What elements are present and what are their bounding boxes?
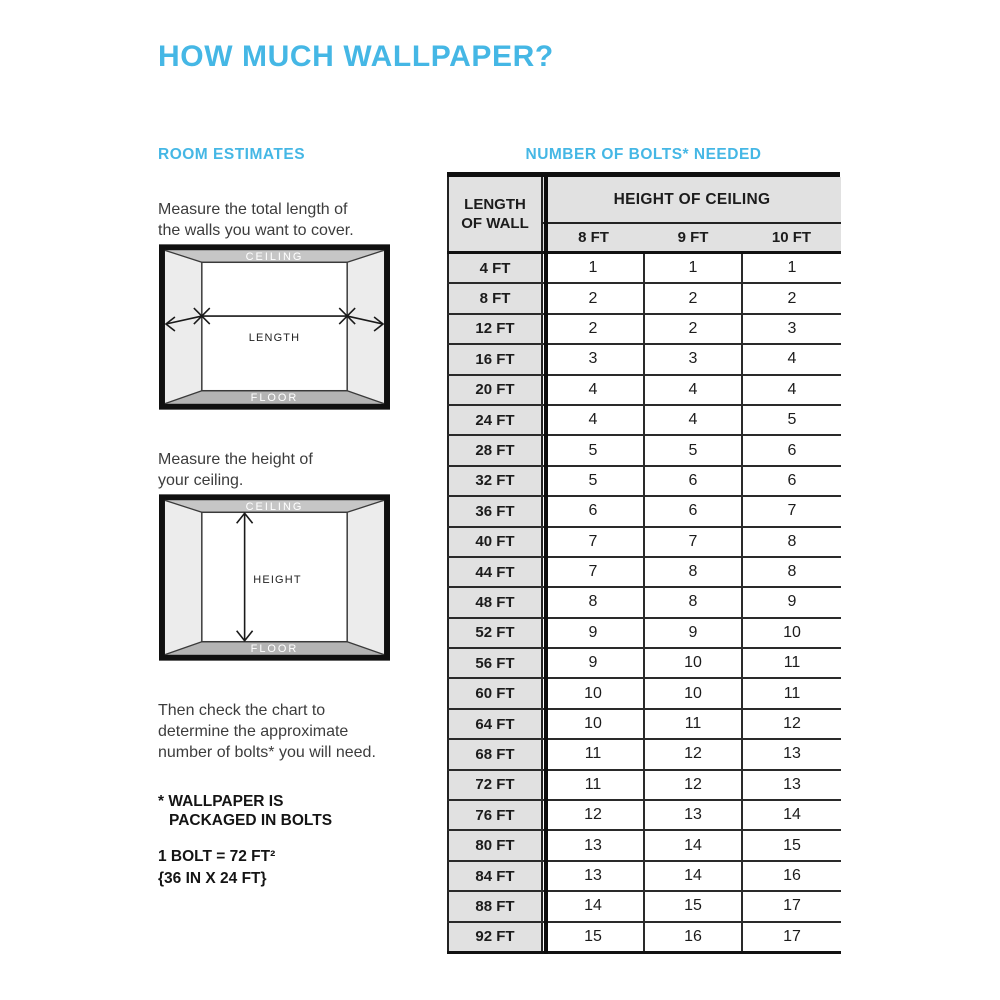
- bolt-count-cell: 4: [542, 375, 644, 405]
- bolt-count-cell: 4: [644, 375, 742, 405]
- bolt-count-cell: 11: [742, 648, 841, 678]
- bolt-count-cell: 3: [542, 344, 644, 374]
- table-row: [448, 648, 841, 678]
- bolt-count-cell: 10: [742, 618, 841, 648]
- bolt-count-cell: 12: [742, 709, 841, 739]
- measure-length-text: [158, 199, 354, 241]
- table-row: [448, 405, 841, 435]
- text-line: Then check the chart to: [158, 702, 326, 719]
- table-row: [448, 830, 841, 860]
- table-row: [448, 618, 841, 648]
- wall-length-cell: 32 FT: [448, 466, 542, 496]
- bolt-count-cell: 15: [644, 891, 742, 921]
- table-row: [448, 800, 841, 830]
- table-row: [448, 435, 841, 465]
- bolt-count-cell: 17: [742, 891, 841, 921]
- bolt-spec: [158, 846, 275, 890]
- bolt-count-cell: 9: [742, 587, 841, 617]
- text-line: your ceiling.: [158, 472, 244, 489]
- wall-length-cell: 12 FT: [448, 314, 542, 344]
- bolt-count-cell: 12: [542, 800, 644, 830]
- bolt-count-cell: 13: [742, 739, 841, 769]
- bolt-count-cell: 2: [644, 314, 742, 344]
- bolt-count-cell: 10: [644, 678, 742, 708]
- text-line: * WALLPAPER IS: [158, 793, 284, 810]
- height-label: HEIGHT: [253, 573, 302, 586]
- ceiling-label: CEILING: [245, 500, 304, 513]
- bolt-count-cell: 7: [542, 557, 644, 587]
- wallpaper-bolts-note: [158, 792, 332, 830]
- wall-length-cell: 88 FT: [448, 891, 542, 921]
- table-row: [448, 314, 841, 344]
- bolt-count-cell: 13: [742, 770, 841, 800]
- bolt-count-cell: 10: [542, 678, 644, 708]
- bolt-count-cell: 14: [644, 861, 742, 891]
- wall-length-cell: 16 FT: [448, 344, 542, 374]
- bolt-count-cell: 5: [542, 435, 644, 465]
- bolt-count-cell: 15: [742, 830, 841, 860]
- wall-length-cell: 72 FT: [448, 770, 542, 800]
- wall-length-cell: 80 FT: [448, 830, 542, 860]
- wall-length-cell: 60 FT: [448, 678, 542, 708]
- length-label: LENGTH: [248, 331, 301, 344]
- bolt-count-cell: 2: [542, 283, 644, 313]
- wall-length-cell: 20 FT: [448, 375, 542, 405]
- text-line: number of bolts* you will need.: [158, 744, 376, 761]
- bolt-count-cell: 4: [542, 405, 644, 435]
- text-line: Measure the total length of: [158, 201, 348, 218]
- back-wall: [202, 262, 347, 390]
- bolt-count-cell: 3: [644, 344, 742, 374]
- bolt-count-cell: 6: [742, 466, 841, 496]
- table-row: [448, 496, 841, 526]
- bolt-count-cell: 8: [542, 587, 644, 617]
- bolt-count-cell: 16: [742, 861, 841, 891]
- bolts-table: [447, 172, 840, 954]
- bolt-count-cell: 2: [742, 283, 841, 313]
- bolt-count-cell: 2: [542, 314, 644, 344]
- wall-length-cell: 64 FT: [448, 709, 542, 739]
- bolt-count-cell: 4: [742, 344, 841, 374]
- bolt-count-cell: 7: [742, 496, 841, 526]
- bolt-count-cell: 4: [644, 405, 742, 435]
- bolt-count-cell: 11: [742, 678, 841, 708]
- table-row: [448, 739, 841, 769]
- wall-length-cell: 40 FT: [448, 527, 542, 557]
- table-row: [448, 861, 841, 891]
- table-row: [448, 922, 841, 953]
- wall-length-cell: 4 FT: [448, 253, 542, 284]
- text-line: Measure the height of: [158, 451, 313, 468]
- wall-length-cell: 92 FT: [448, 922, 542, 953]
- bolt-count-cell: 2: [644, 283, 742, 313]
- bolt-count-cell: 12: [644, 739, 742, 769]
- wall-length-cell: 36 FT: [448, 496, 542, 526]
- measure-height-text: [158, 449, 313, 491]
- col-header-8ft: 8 FT: [542, 223, 644, 253]
- bolt-count-cell: 7: [644, 527, 742, 557]
- bolt-count-cell: 14: [542, 891, 644, 921]
- thick-column-divider: [544, 177, 548, 954]
- bolt-table-body: [448, 253, 841, 953]
- bolt-count-cell: 6: [742, 435, 841, 465]
- wall-length-cell: 8 FT: [448, 283, 542, 313]
- bolt-count-cell: 1: [644, 253, 742, 284]
- bolt-count-cell: 8: [742, 557, 841, 587]
- wall-length-cell: 24 FT: [448, 405, 542, 435]
- floor-label: FLOOR: [250, 392, 299, 405]
- bolt-count-cell: 8: [644, 557, 742, 587]
- text-line: 1 BOLT = 72 FT²: [158, 848, 276, 865]
- bolt-count-cell: 8: [742, 527, 841, 557]
- table-row: [448, 891, 841, 921]
- bolt-count-cell: 4: [742, 375, 841, 405]
- bolt-count-cell: 10: [542, 709, 644, 739]
- bolt-count-cell: 10: [644, 648, 742, 678]
- page-title: HOW MUCH WALLPAPER?: [158, 40, 554, 73]
- room-estimates-heading: ROOM ESTIMATES: [158, 146, 306, 163]
- table-row: [448, 587, 841, 617]
- bolt-count-cell: 13: [542, 861, 644, 891]
- room-length-diagram: [159, 244, 390, 410]
- bolt-count-cell: 11: [644, 709, 742, 739]
- table-row: [448, 344, 841, 374]
- bolts-table-grid: [447, 177, 841, 954]
- bolt-count-cell: 9: [644, 618, 742, 648]
- height-of-ceiling-header: HEIGHT OF CEILING: [542, 177, 841, 223]
- table-row: [448, 527, 841, 557]
- bolt-count-cell: 5: [644, 435, 742, 465]
- col-header-9ft: 9 FT: [644, 223, 742, 253]
- bolt-count-cell: 17: [742, 922, 841, 953]
- bolt-count-cell: 6: [644, 466, 742, 496]
- table-header-row: [448, 177, 841, 223]
- length-of-wall-header: [448, 177, 542, 253]
- text-line: determine the approximate: [158, 723, 349, 740]
- text-line: {36 IN X 24 FT}: [158, 870, 267, 887]
- table-row: [448, 466, 841, 496]
- wall-length-cell: 44 FT: [448, 557, 542, 587]
- wall-length-cell: 28 FT: [448, 435, 542, 465]
- bolt-count-cell: 11: [542, 739, 644, 769]
- bolt-count-cell: 16: [644, 922, 742, 953]
- floor-label: FLOOR: [250, 643, 299, 656]
- table-row: [448, 678, 841, 708]
- header-line: LENGTH: [464, 196, 526, 213]
- wall-length-cell: 52 FT: [448, 618, 542, 648]
- room-height-diagram: [159, 494, 390, 661]
- bolt-count-cell: 13: [644, 800, 742, 830]
- text-line: PACKAGED IN BOLTS: [169, 812, 333, 829]
- col-header-10ft: 10 FT: [742, 223, 841, 253]
- table-row: [448, 283, 841, 313]
- bolt-count-cell: 5: [542, 466, 644, 496]
- bolt-count-cell: 14: [742, 800, 841, 830]
- bolt-count-cell: 3: [742, 314, 841, 344]
- bolt-count-cell: 9: [542, 648, 644, 678]
- bolt-count-cell: 12: [644, 770, 742, 800]
- bolt-count-cell: 6: [644, 496, 742, 526]
- bolt-count-cell: 11: [542, 770, 644, 800]
- wall-length-cell: 56 FT: [448, 648, 542, 678]
- bolt-count-cell: 14: [644, 830, 742, 860]
- bolt-count-cell: 1: [542, 253, 644, 284]
- header-line: OF WALL: [461, 215, 529, 232]
- wall-length-cell: 76 FT: [448, 800, 542, 830]
- wall-length-cell: 84 FT: [448, 861, 542, 891]
- bolt-count-cell: 9: [542, 618, 644, 648]
- table-row: [448, 557, 841, 587]
- check-chart-text: [158, 700, 376, 763]
- bolt-count-cell: 5: [742, 405, 841, 435]
- table-row: [448, 709, 841, 739]
- ceiling-label: CEILING: [245, 250, 304, 263]
- bolt-count-cell: 15: [542, 922, 644, 953]
- text-line: the walls you want to cover.: [158, 222, 354, 239]
- table-row: [448, 253, 841, 284]
- bolt-count-cell: 7: [542, 527, 644, 557]
- wall-length-cell: 48 FT: [448, 587, 542, 617]
- bolt-count-cell: 6: [542, 496, 644, 526]
- wall-length-cell: 68 FT: [448, 739, 542, 769]
- bolts-needed-heading: NUMBER OF BOLTS* NEEDED: [525, 146, 762, 163]
- bolt-count-cell: 8: [644, 587, 742, 617]
- bolt-count-cell: 13: [542, 830, 644, 860]
- table-row: [448, 770, 841, 800]
- bolt-count-cell: 1: [742, 253, 841, 284]
- table-row: [448, 375, 841, 405]
